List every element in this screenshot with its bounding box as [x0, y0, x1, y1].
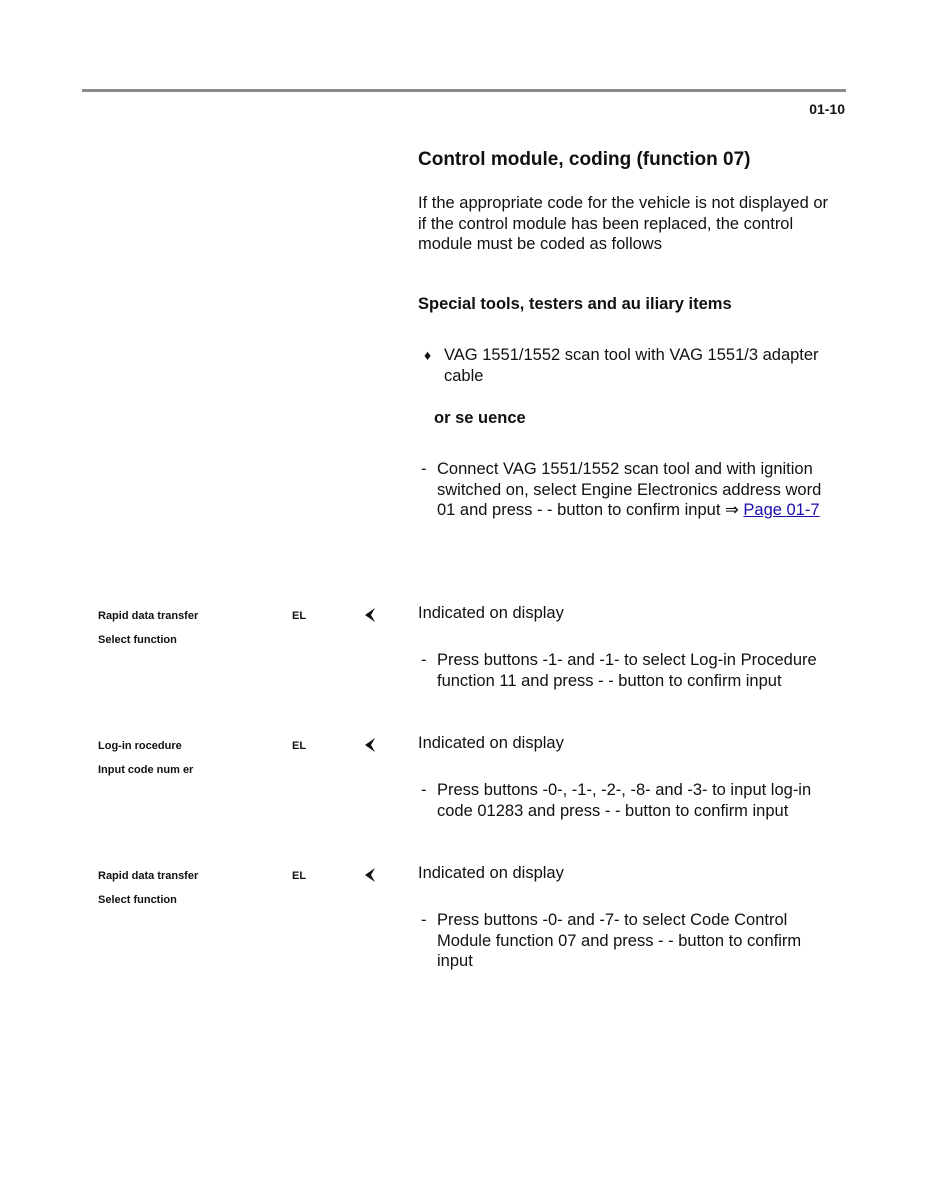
indicated-text: Indicated on display: [418, 734, 564, 752]
page-number: 01-10: [809, 101, 845, 117]
display-tag: EL: [292, 610, 307, 622]
page-link[interactable]: Page 01-7: [743, 501, 820, 519]
tool-item: [424, 345, 834, 386]
step-login-select: [421, 650, 836, 691]
step-dash: -: [421, 911, 427, 929]
intro-paragraph: If the appropriate code for the vehicle is not displayed or if the control module has been replaced, the control module must be coded as follows: [418, 194, 828, 253]
step-dash: -: [421, 781, 427, 799]
step-code-module: [421, 910, 836, 972]
diamond-bullet-icon: ♦: [424, 347, 432, 363]
display-line-1: Log-in rocedure: [98, 740, 182, 752]
display-line-2: Select function: [98, 634, 177, 646]
step-dash: -: [421, 651, 427, 669]
step-dash: -: [421, 460, 427, 478]
display-tag: EL: [292, 870, 307, 882]
header-rule: [82, 89, 846, 92]
step-text: Press buttons -0- and -7- to select Code Control Module function 07 and press - - button to confirm input: [437, 911, 802, 970]
step-login-code: [421, 780, 836, 821]
step-text: Press buttons -0-, -1-, -2-, -8- and -3- to input log-in code 01283 and press - - button to confirm input: [437, 781, 812, 820]
display-line-1: Rapid data transfer: [98, 610, 199, 622]
tool-item-text: VAG 1551/1552 scan tool with VAG 1551/3 adapter cable: [444, 346, 819, 385]
step-text: Press buttons -1- and -1- to select Log-in Procedure function 11 and press - - button to confirm input: [437, 651, 817, 690]
display-tag: EL: [292, 740, 307, 752]
step-connect: [421, 459, 836, 521]
display-line-2: Input code num er: [98, 764, 194, 776]
display-line-2: Select function: [98, 894, 177, 906]
pointer-arrow-icon: [362, 607, 378, 623]
pointer-arrow-icon: [362, 737, 378, 753]
tools-heading: Special tools, testers and au iliary items: [418, 295, 732, 313]
indicated-text: Indicated on display: [418, 864, 564, 882]
section-title: Control module, coding (function 07): [418, 149, 751, 170]
display-line-1: Rapid data transfer: [98, 870, 199, 882]
indicated-text: Indicated on display: [418, 604, 564, 622]
step-text: Connect VAG 1551/1552 scan tool and with ignition switched on, select Engine Electronics address word 01 and press - - button to confirm input ⇒: [437, 460, 822, 519]
sequence-heading: or se uence: [434, 409, 526, 427]
pointer-arrow-icon: [362, 867, 378, 883]
